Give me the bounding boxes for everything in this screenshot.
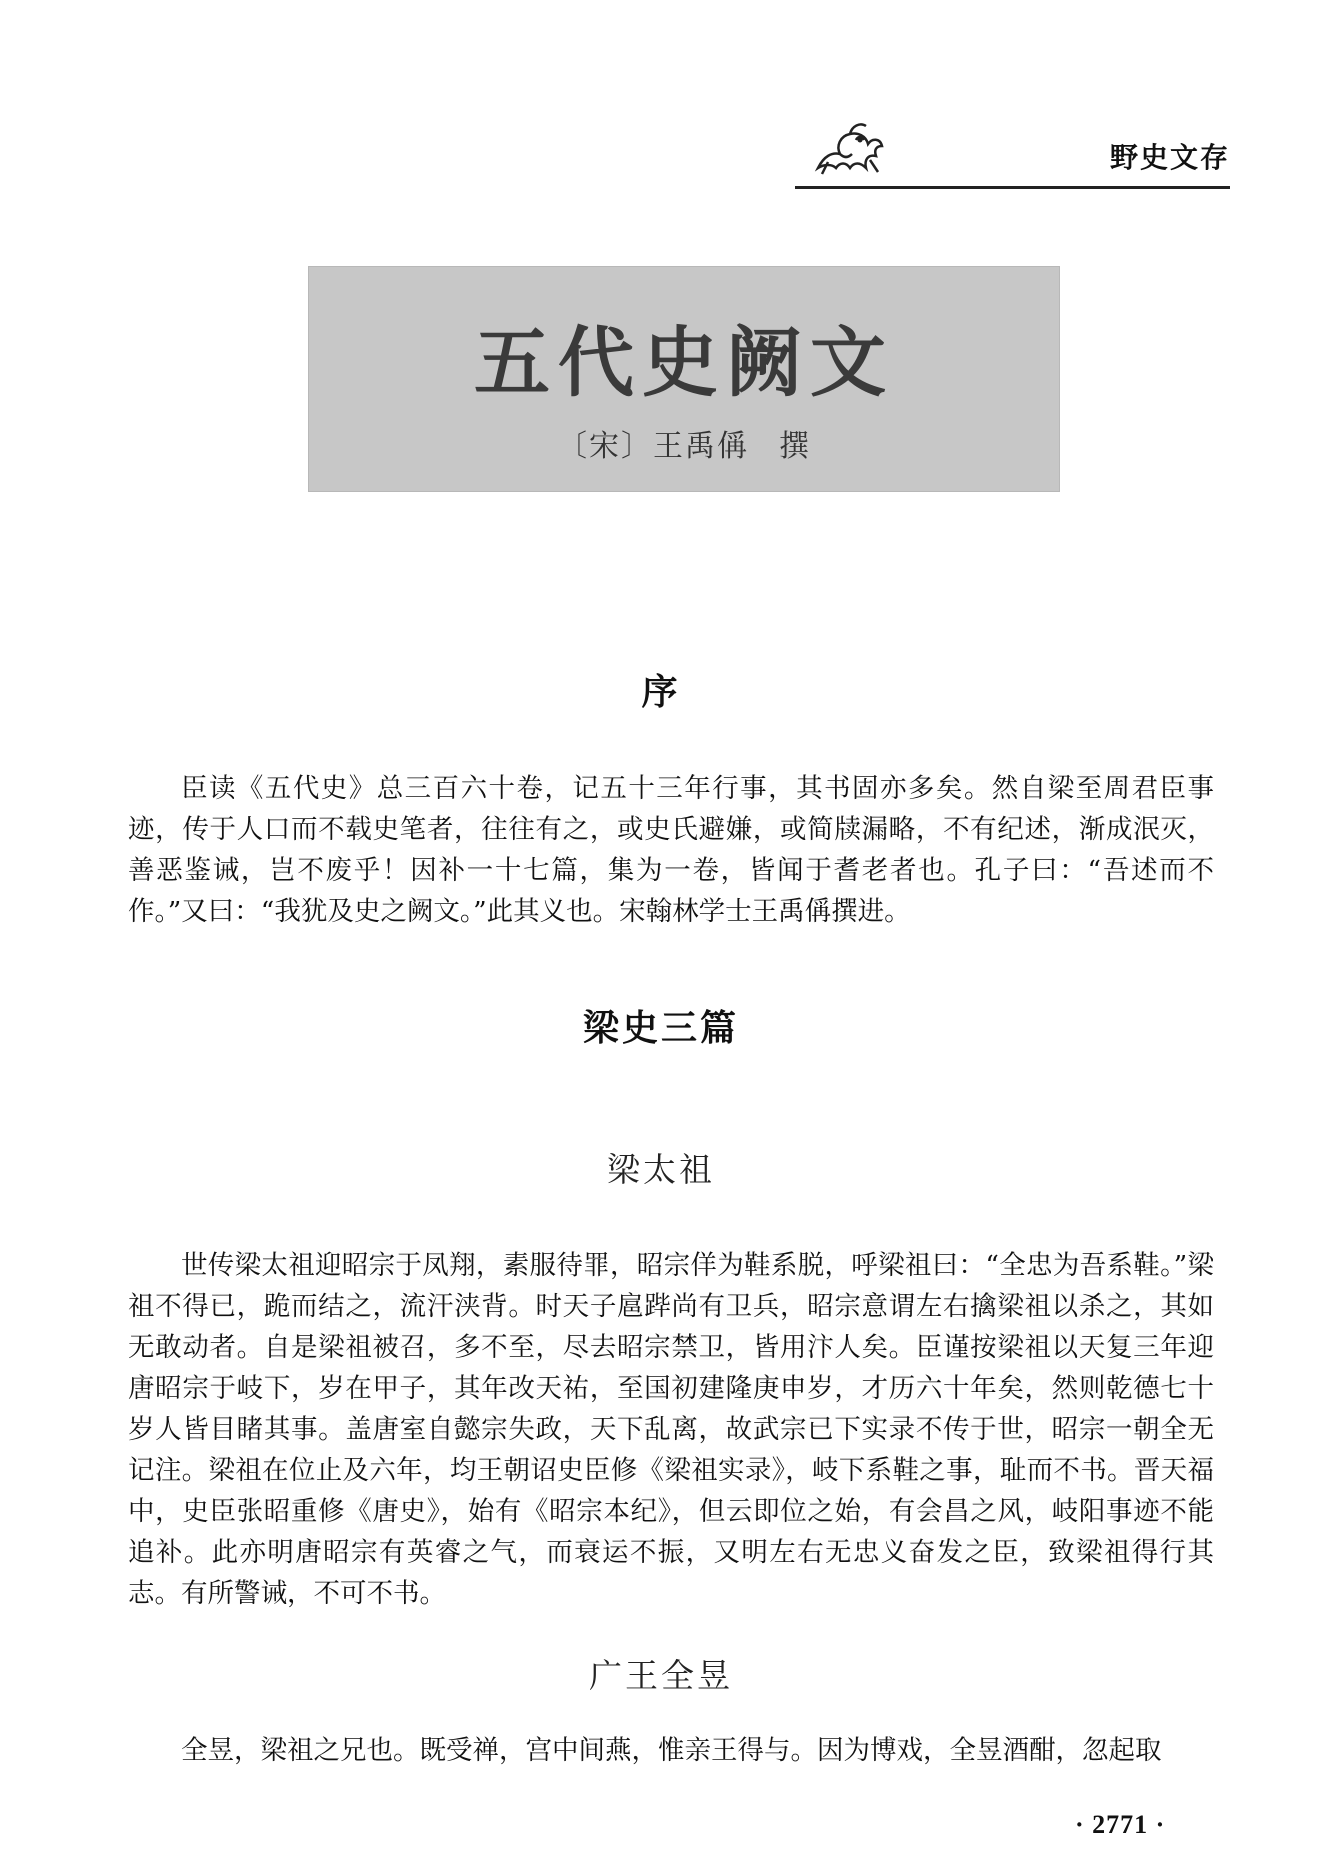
running-header xyxy=(795,108,1230,189)
guang-wang-text: 全昱，梁祖之兄也。既受禅，宫中间燕，惟亲王得与。因为博戏，全昱酒酣，忽起取 xyxy=(181,1735,1162,1766)
liang-taizu-heading: 梁太祖 xyxy=(607,1150,715,1189)
author-line xyxy=(308,421,1060,465)
preface-text: 臣读《五代史》总三百六十卷，记五十三年行事，其书固亦多矣。然自梁至周君臣事迹，传于人口而不载史笔者，往往有之，或史氏避嫌，或简牍漏略，不有纪述，渐成泯灭，善恶鉴诫，岂不废乎！因补一十七篇，集为一卷，皆闻于耆老者也。孔子曰：“吾述而不作。”又曰：“我犹及史之阙文。”此其义也。宋翰林学士王禹偁撰进。 xyxy=(128,773,1214,927)
page-number: · 2771 · xyxy=(1075,1810,1166,1839)
liang-taizu-text: 世传梁太祖迎昭宗于凤翔，素服待罪，昭宗佯为鞋系脱，呼梁祖曰：“全忠为吾系鞋。”梁祖不得已，跪而结之，流汗浃背。时天子扈跸尚有卫兵，昭宗意谓左右擒梁祖以杀之，其如无敢动者。自是梁祖被召，多不至，尽去昭宗禁卫，皆用汴人矣。臣谨按梁祖以天复三年迎唐昭宗于岐下，岁在甲子，其年改天祐，至国初建隆庚申岁，才历六十年矣，然则乾德七十岁人皆目睹其事。盖唐室自懿宗失政，天下乱离，故武宗已下实录不传于世，昭宗一朝全无记注。梁祖在位止及六年，均王朝诏史臣修《梁祖实录》，岐下系鞋之事，耻而不书。晋天福中，史臣张昭重修《唐史》，始有《昭宗本纪》，但云即位之始，有会昌之风，岐阳事迹不能追补。此亦明唐昭宗有英睿之气，而衰运不振，又明左右无忠义奋发之臣，致梁祖得行其志。有所警诫，不可不书。 xyxy=(128,1250,1214,1609)
title-banner xyxy=(308,266,1060,492)
book-title: 五代史阙文 xyxy=(474,318,894,407)
author-byline: 撰 xyxy=(779,429,811,464)
series-title: 野史文存 xyxy=(1109,141,1230,174)
preface-heading: 序 xyxy=(641,672,681,713)
guang-wang-heading: 广王全昱 xyxy=(589,1656,733,1695)
liang-history-heading: 梁史三篇 xyxy=(582,1008,739,1049)
dragon-emblem-icon xyxy=(810,116,886,180)
author-dynasty: 〔宋〕 xyxy=(557,429,653,464)
author-name: 王禹偁 xyxy=(653,429,749,464)
